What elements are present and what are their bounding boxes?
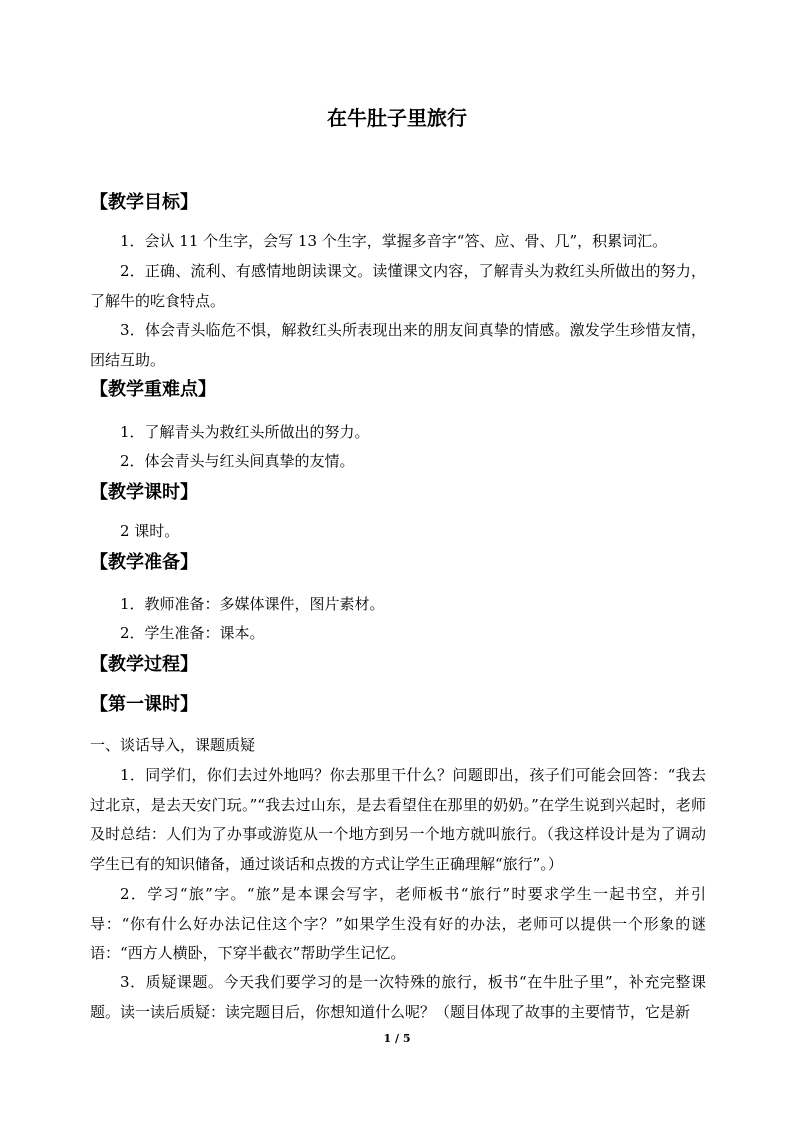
objective-item-2: 2．正确、流利、有感情地朗读课文。读懂课文内容，了解青头为救红头所做出的努力，了解牛的吃食特点。 [90, 262, 706, 310]
hours-text: 2 课时。 [120, 522, 180, 540]
document-title: 在牛肚子里旅行 [327, 106, 467, 130]
objective-item-3: 3．体会青头临危不惧，解救红头所表现出来的朋友间真挚的情感。激发学生珍惜友情，团结互助。 [90, 321, 706, 369]
first-lesson-item-3: 3．质疑课题。今天我们要学习的是一次特殊的旅行，板书“在牛肚子里”，补充完整课题。读一读后质疑：读完题目后，你想知道什么呢？（题目体现了故事的主要情节，它是新 [90, 973, 706, 1021]
first-lesson-step-title: 一、谈话导入，课题质疑 [90, 736, 256, 754]
objective-item-1: 1．会认 11 个生字，会写 13 个生字，掌握多音字“答、应、骨、几”，积累词汇。 [120, 232, 668, 250]
first-lesson-item-1: 1．同学们，你们去过外地吗？你去那里干什么？问题即出，孩子们可能会回答：“我去过北京，是去天安门玩。”“我去过山东，是去看望住在那里的奶奶。”在学生说到兴起时，老师及时总结：人们为了办事或游览从一个地方到另一个地方就叫旅行。（我这样设计是为了调动学生已有的知识储备，通过谈话和点拨的方式让学生正确理解“旅行”。） [90, 766, 706, 873]
first-lesson-item-2: 2．学习“旅”字。“旅”是本课会写字，老师板书“旅行”时要求学生一起书空，并引导：“你有什么好办法记住这个字？”如果学生没有好的办法，老师可以提供一个形象的谜语：“西方人横卧，下穿半截衣”帮助学生记忆。 [90, 885, 706, 962]
section-heading-key-points: 【教学重难点】 [90, 379, 216, 400]
section-heading-objectives: 【教学目标】 [90, 192, 198, 213]
preparation-item-2: 2．学生准备：课本。 [120, 624, 265, 642]
section-heading-first-lesson: 【第一课时】 [90, 694, 198, 715]
preparation-item-1: 1．教师准备：多媒体课件，图片素材。 [120, 595, 385, 613]
page-number: 1 / 5 [383, 1032, 411, 1045]
section-heading-preparation: 【教学准备】 [90, 552, 198, 573]
key-point-item-1: 1．了解青头为救红头所做出的努力。 [120, 423, 370, 441]
section-heading-process: 【教学过程】 [90, 654, 198, 675]
section-heading-hours: 【教学课时】 [90, 482, 198, 503]
key-point-item-2: 2．体会青头与红头间真挚的友情。 [120, 452, 355, 470]
